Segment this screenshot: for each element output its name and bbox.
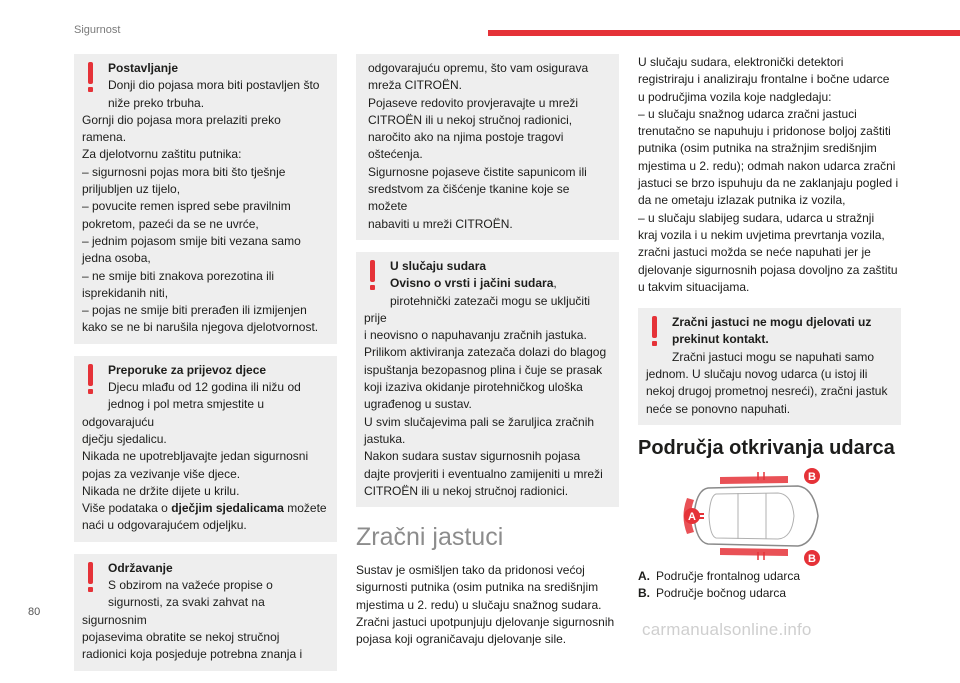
box-title: Postavljanje — [108, 61, 179, 75]
box-line: radionici koja posjeduje potrebna znanja i — [82, 647, 303, 662]
box-line: jednom. U slučaju novog udarca (u istoj ili — [646, 367, 868, 382]
warning-box-maintenance — [74, 554, 337, 671]
box-line: Sigurnosne pojaseve čistite sapunicom ili — [368, 164, 587, 179]
box-line: S obzirom na važeće propise o — [108, 578, 273, 593]
box-line: Prilikom aktiviranja zatezača dolazi do blagog — [364, 345, 607, 360]
section-heading-detection: Područja otkrivanja udarca — [638, 436, 895, 459]
box-line: pokretom, pazeći da se ne uvrće, — [82, 216, 259, 231]
box-subtitle: Ovisno o vrsti i jačini sudara, — [390, 276, 557, 291]
paragraph — [638, 54, 901, 296]
box-line: – povucite remen ispred sebe pravilnim — [82, 199, 291, 214]
box-line: pojasevima obratite se nekoj stručnoj — [82, 629, 280, 644]
text-line: pojasa koji ograničavaju djelovanje sile. — [356, 632, 567, 647]
watermark: carmanualsonline.info — [642, 620, 812, 639]
legend-item: B. Područje bočnog udarca — [638, 585, 787, 600]
box-line: nekoj drugoj prometnoj nesreći), zračni jastuk — [646, 384, 888, 399]
box-line: – pojas ne smije biti prerađen ili izmijenjen — [82, 303, 307, 318]
box-line: ramena. — [82, 130, 127, 145]
car-top-view-illustration — [638, 466, 901, 566]
text-line: – u slučaju slabijeg sudara, udarca u stražnji — [638, 210, 875, 225]
text-line: mjestima u 2. redu); odmah nakon udarca zračni — [638, 158, 896, 173]
section-heading-airbags: Zračni jastuci — [356, 523, 504, 552]
box-line: CITROËN ili u nekoj stručnoj radionici, — [368, 112, 573, 127]
box-line: jednog i pol metra smjestite u odgovarajuću — [82, 397, 265, 429]
box-title: prekinut kontakt. — [672, 332, 769, 347]
text-line: kraj vozila i u nekim uvjetima prevrtanja vozila, — [638, 227, 885, 242]
box-line: ispuštanja bezopasnog plina i čuje se prasak — [364, 362, 603, 377]
warning-box-postavljanje — [74, 54, 337, 344]
text-line: Zračni jastuci upotpunjuju djelovanje sigurnosnih — [356, 615, 615, 630]
text-line: u takvim situacijama. — [638, 279, 750, 294]
column-2 — [356, 54, 619, 649]
warning-icon — [648, 316, 662, 350]
text-line: zračni jastuci možda se neće napuhati jer je — [638, 245, 871, 260]
column-1 — [74, 54, 337, 683]
box-line: Nakon sudara sustav sigurnosnih pojasa — [364, 449, 581, 464]
label-a: A — [688, 510, 696, 523]
box-line: dajte provjeriti i eventualno zamijeniti u mreži — [364, 466, 603, 481]
box-title: Zračni jastuci ne mogu djelovati uz — [672, 315, 872, 330]
text-line: jastuci se brzo ispuhuju da ne zaklanjaju pogled i — [638, 176, 899, 191]
text-line: sigurnosti putnika (osim putnika na središnjim — [356, 580, 599, 595]
box-line: – sigurnosni pojas mora biti što tješnje — [82, 164, 286, 179]
warning-box-children — [74, 356, 337, 542]
diagram-legend — [638, 568, 901, 602]
box-title: U slučaju sudara — [390, 258, 487, 273]
box-line-reference: Više podataka o dječjim sjedalicama možete — [82, 501, 327, 516]
box-line: priljubljen uz tijelo, — [82, 182, 181, 197]
section-title: Sigurnost — [74, 24, 121, 36]
box-line: isprekidanih niti, — [82, 285, 169, 300]
warning-icon — [84, 562, 98, 596]
box-line: Gornji dio pojasa mora prelaziti preko — [82, 112, 281, 127]
box-line: kako se ne bi narušila njegova djelotvornost. — [82, 320, 319, 335]
box-line: naći u odgovarajućem odjeljku. — [82, 518, 247, 533]
label-b-top: B — [808, 470, 816, 483]
text-line: u područjima vozila koje nadgledaju: — [638, 89, 832, 104]
page-number: 80 — [28, 606, 41, 618]
text-line: trenutačno se napuhuju i pridonose boljoj zaštiti — [638, 124, 891, 139]
label-b-bottom: B — [808, 552, 816, 565]
box-line: i neovisno o napuhavanju zračnih jastuka. — [364, 328, 587, 343]
text-line: mjestima u 2. redu) u slučaju snažnog sudara. — [356, 597, 602, 612]
box-line: koji izaziva okidanje pirotehničkog uloška — [364, 380, 583, 395]
box-line: U svim slučajevima pali se žaruljica zračnih — [364, 414, 595, 429]
box-line: neće se ponovno napuhati. — [646, 401, 791, 416]
warning-icon — [84, 62, 98, 96]
paragraph — [356, 562, 619, 648]
box-line: Pojaseve redovito provjeravajte u mreži — [368, 95, 579, 110]
box-line: – jednim pojasom smije biti vezana samo — [82, 233, 301, 248]
child-seats-reference: dječjim sjedalicama — [171, 501, 284, 516]
text-line: Sustav je osmišljen tako da pridonosi većoj — [356, 563, 585, 578]
box-line: Nikada ne držite dijete u krilu. — [82, 483, 240, 498]
warning-box-ignition — [638, 308, 901, 425]
text-line: da ne ometaju izlazak putnika iz vozila, — [638, 193, 846, 208]
box-line: pojas za vezivanje više djece. — [82, 466, 241, 481]
header-accent-bar — [488, 30, 960, 36]
box-line: nabaviti u mreži CITROËN. — [368, 216, 513, 231]
box-line: odgovarajuću opremu, što vam osigurava — [368, 61, 589, 75]
box-title: Održavanje — [108, 560, 173, 575]
box-line: jedna osoba, — [82, 251, 151, 266]
text-line: – u slučaju snažnog udarca zračni jastuci — [638, 106, 857, 121]
box-line: sigurnosti, za svaki zahvat na sigurnosnim — [82, 595, 265, 627]
warning-icon — [366, 260, 380, 294]
box-line: Djecu mlađu od 12 godina ili nižu od — [108, 380, 301, 395]
impact-zone-diagram — [638, 466, 901, 566]
box-line: dječju sjedalicu. — [82, 431, 167, 446]
box-line: oštećenja. — [368, 147, 423, 162]
box-line: Zračni jastuci mogu se napuhati samo — [672, 349, 875, 364]
box-title: Preporuke za prijevoz djece — [108, 362, 267, 377]
box-line: Donji dio pojasa mora biti postavljen što — [108, 78, 320, 93]
text-line: U slučaju sudara, elektronički detektori — [638, 55, 844, 69]
warning-box-collision — [356, 252, 619, 507]
text-line: putnika (osim putnika na stražnjim središnjim — [638, 141, 877, 156]
legend-item: A. Područje frontalnog udarca — [638, 568, 801, 583]
box-line: naročito ako na njima postoje tragovi — [368, 130, 564, 145]
box-line: Za djelotvornu zaštitu putnika: — [82, 147, 242, 162]
box-line: Nikada ne upotrebljavajte jedan sigurnosni — [82, 449, 309, 464]
box-line: ugrađenog u sustav. — [364, 397, 472, 412]
box-line: CITROËN ili u nekoj stručnoj radionici. — [364, 483, 569, 498]
text-line: djelovanje sigurnosnih pojasa dovoljno za zaštitu — [638, 262, 898, 277]
text-line: registriraju i analiziraju frontalne i bočne udarce — [638, 72, 890, 87]
box-line: niže preko trbuha. — [108, 95, 205, 110]
box-continued — [356, 54, 619, 240]
column-3 — [638, 54, 901, 602]
box-line: mreža CITROËN. — [368, 78, 463, 93]
box-line: – ne smije biti znakova porezotina ili — [82, 268, 275, 283]
warning-icon — [84, 364, 98, 398]
box-line: pirotehnički zatezači mogu se uključiti prije — [364, 293, 591, 325]
box-line: jastuka. — [364, 431, 406, 446]
box-line: sredstvom za čišćenje tkanine koje se možete — [368, 182, 570, 214]
